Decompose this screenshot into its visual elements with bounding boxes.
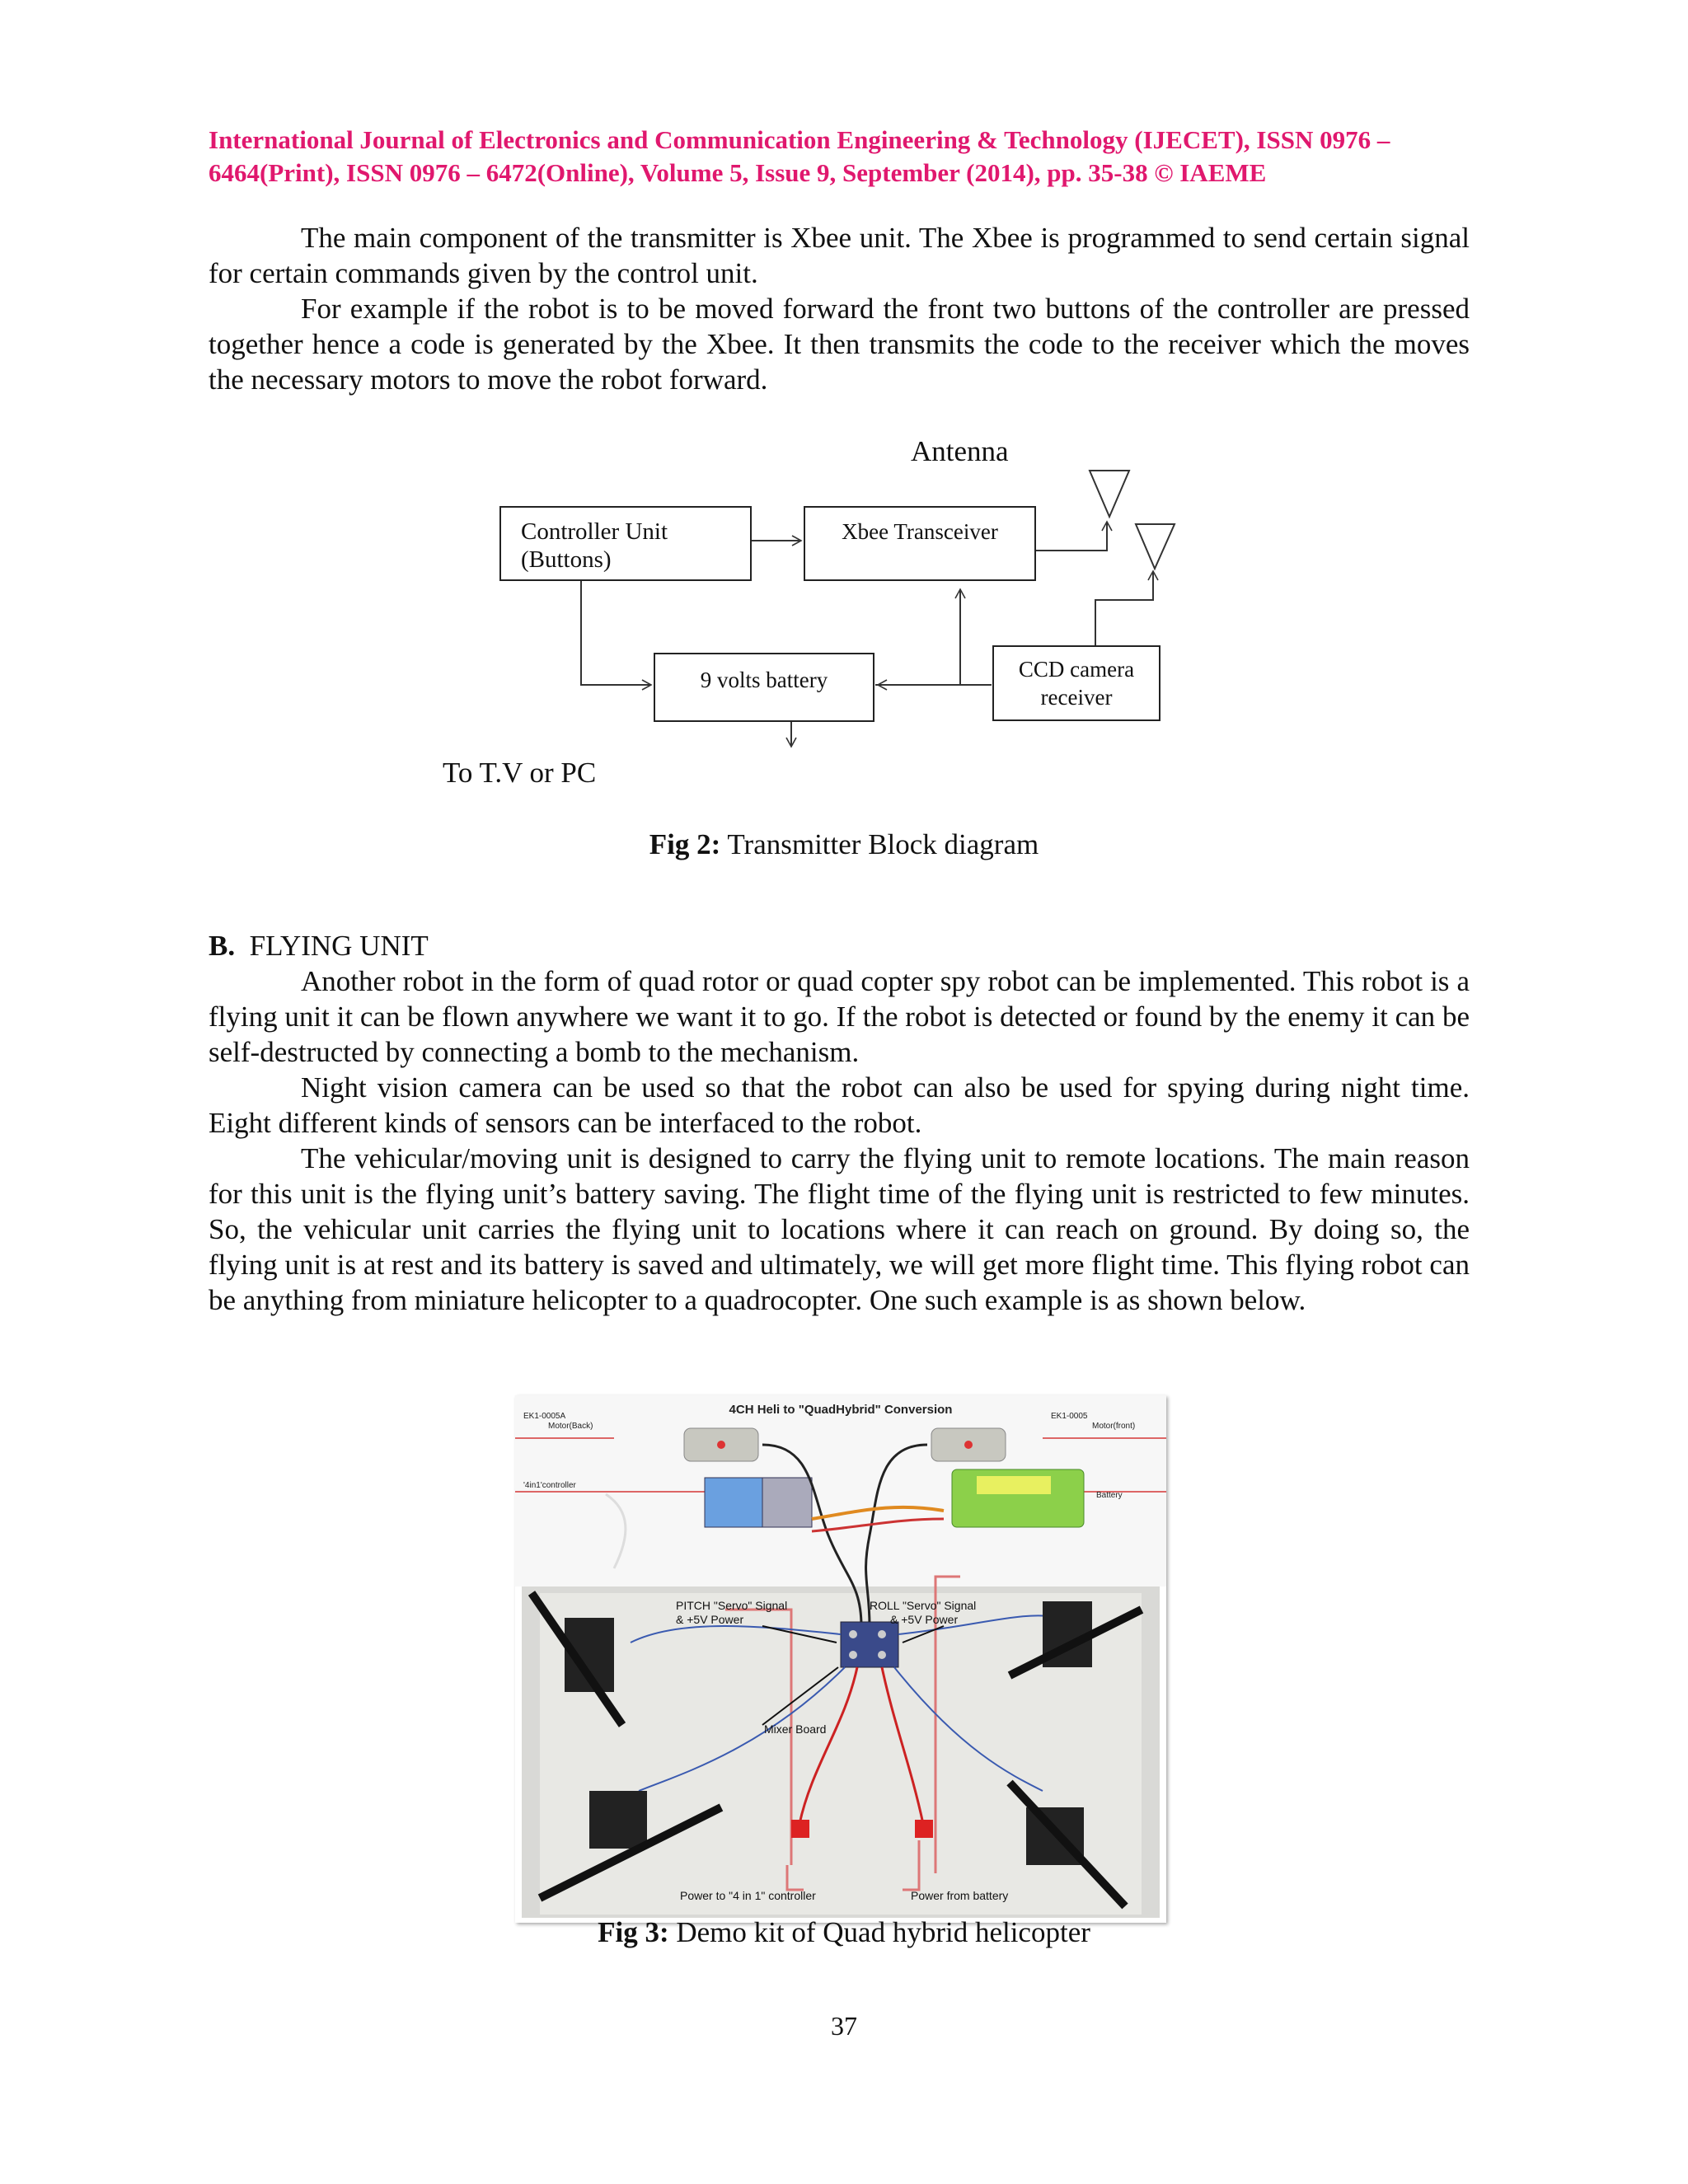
controller-unit-sublabel: (Buttons) (521, 546, 612, 573)
photo-title: 4CH Heli to "QuadHybrid" Conversion (729, 1403, 953, 1417)
antenna-icon (1090, 471, 1129, 517)
fig3-caption-label: Fig 3: (598, 1916, 669, 1948)
paragraph: The main component of the transmitter is Xbee unit. The Xbee is programmed to send certain signal for certain commands given by the control unit. (209, 222, 1470, 289)
arrow-controller-to-battery (581, 581, 651, 685)
section-letter: B. (209, 930, 236, 962)
antenna-label: Antenna (911, 435, 1009, 467)
paragraph: Night vision camera can be used so that the robot can also be used for spying during night time. Eight different kinds of sensors can be interfaced to the robot. (209, 1071, 1470, 1139)
ccd-receiver-label: receiver (1040, 685, 1113, 710)
controller-unit-box (499, 506, 752, 581)
ccd-camera-label: CCD camera (1018, 657, 1135, 682)
arrow-xbee-to-antenna (1035, 522, 1107, 551)
fig2-caption-text: Transmitter Block diagram (720, 828, 1039, 860)
xbee-transceiver-box (804, 506, 1036, 581)
battery-box (654, 653, 874, 722)
tv-pc-label: To T.V or PC (443, 757, 597, 789)
label-mixer-board: Mixer Board (764, 1722, 827, 1736)
fig2-caption-label: Fig 2: (649, 828, 721, 860)
battery-label: 9 volts battery (700, 668, 828, 692)
label-power-from-battery: Power from battery (911, 1889, 1009, 1902)
quad-hybrid-photo (515, 1395, 1166, 1923)
page-number: 37 (831, 2011, 857, 2041)
label-motor-front: Motor(front) (1092, 1422, 1136, 1431)
paragraph: For example if the robot is to be moved forward the front two buttons of the controller are pressed together hence a code is generated by the Xbee. It then transmits the code to the receiver which the moves the necessary motors to move the robot forward. (209, 293, 1470, 396)
fig2-caption (0, 827, 1688, 862)
label-pitch-signal: PITCH "Servo" Signal (676, 1599, 788, 1612)
label-roll-power: & +5V Power (890, 1613, 959, 1626)
controller-unit-label: Controller Unit (521, 518, 668, 545)
xbee-transceiver-label: Xbee Transceiver (842, 519, 998, 544)
label-power-to-controller: Power to "4 in 1" controller (680, 1889, 816, 1902)
paragraph: Another robot in the form of quad rotor or quad copter spy robot can be implemented. This robot is a flying unit it can be flown anywhere we want it to go. If the robot is detected or found by the enemy it can be self-destructed by connecting a bomb to the mechanism. (209, 965, 1470, 1068)
label-4in1-controller: '4in1'controller (523, 1481, 576, 1490)
antenna-icon (1136, 524, 1175, 569)
section-b-text (209, 963, 1470, 1318)
label-battery: Battery (1096, 1491, 1123, 1500)
label-ek-left: EK1-0005A (523, 1412, 566, 1421)
ccd-camera-receiver-box (992, 645, 1160, 721)
journal-header-line1: International Journal of Electronics and Communication Engineering & Technology (IJECET), ISSN 0976 – (209, 125, 1390, 154)
label-pitch-power: & +5V Power (676, 1613, 744, 1626)
arrow-battery-to-xbee (875, 589, 960, 685)
paragraph: The vehicular/moving unit is designed to carry the flying unit to remote locations. The main reason for this unit is the flying unit’s battery saving. The flight time of the flying unit is restricted to few minutes. So, the vehicular unit carries the flying unit to locations where it can reach on ground. By doing so, the flying unit is at rest and its battery is saved and ultimately, we will get more flight time. This flying robot can be anything from miniature helicopter to a quadrocopter. One such example is as shown below. (209, 1142, 1470, 1316)
label-ek-right: EK1-0005 (1051, 1412, 1088, 1421)
journal-header-line2: 6464(Print), ISSN 0976 – 6472(Online), Volume 5, Issue 9, September (2014), pp. 35-38 © IAEME (209, 158, 1267, 187)
section-title: FLYING UNIT (249, 930, 429, 962)
label-motor-back: Motor(Back) (548, 1422, 593, 1431)
fig3-caption-text: Demo kit of Quad hybrid helicopter (668, 1916, 1090, 1948)
section-heading (209, 928, 429, 963)
label-roll-signal: ROLL "Servo" Signal (870, 1599, 977, 1612)
arrow-ccd-to-antenna (1095, 571, 1153, 645)
fig3-caption (0, 1915, 1688, 1950)
